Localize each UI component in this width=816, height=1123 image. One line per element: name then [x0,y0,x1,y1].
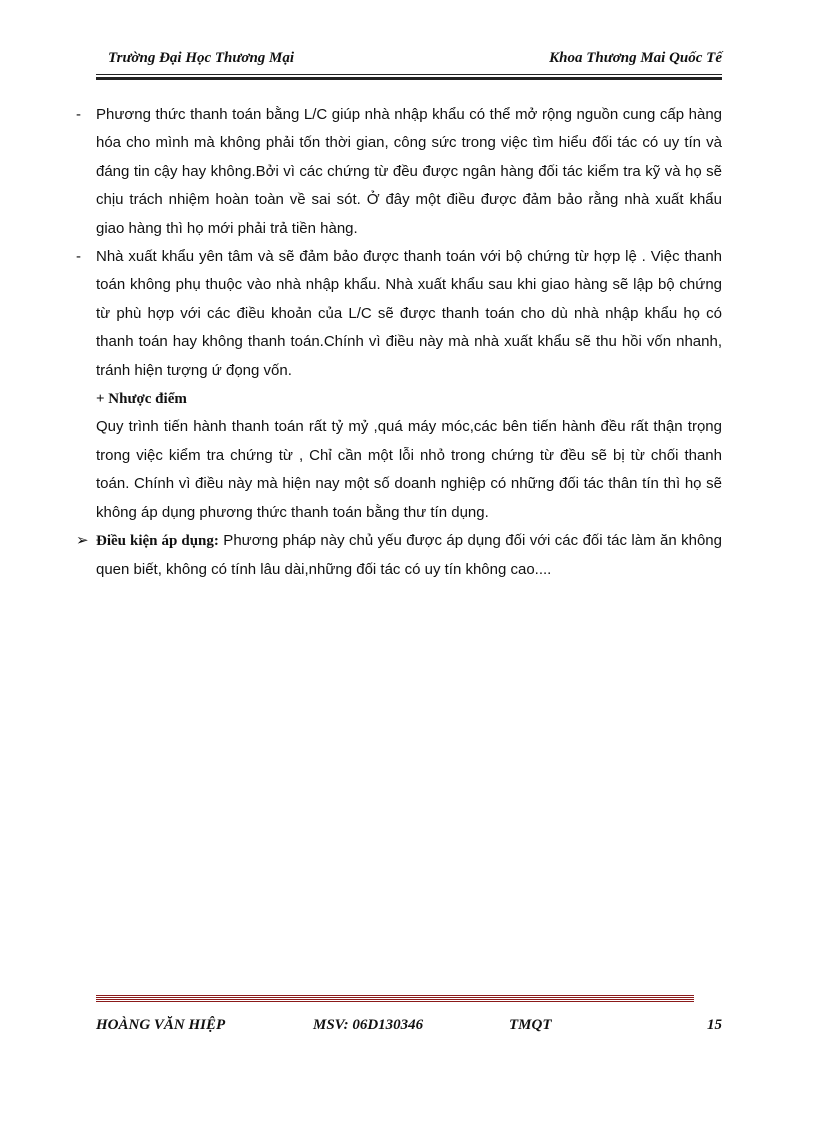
arrow-bullet-icon: ➢ [76,532,89,550]
dash-bullet: - [76,106,81,123]
paragraph-text: Phương thức thanh toán bằng L/C giúp nhà nhập khẩu có thể mở rộng nguồn cung cấp hàng hóa cho mình mà không phải tốn thời gian, công sức trong việc tìm hiểu đối tác có uy tín và đáng tin cậy hay không.Bởi vì các chứng từ đều được ngân hàng đối tác kiểm tra kỹ và họ sẽ chịu trách nhiệm hoàn toàn về sai sót. Ở đây một điều được đảm bảo rằng nhà xuất khẩu giao hàng thì họ mới phải trả tiền hàng. [96,106,722,237]
paragraph-advantage-exporter [76,243,722,385]
dash-bullet: - [76,248,81,266]
conditions-label: Điều kiện áp dụng: [96,533,219,550]
page-header [108,50,722,67]
header-faculty: Khoa Thương Mai Quốc Tế [549,50,722,66]
page-footer [96,1017,722,1037]
footer-major: TMQT [509,1017,552,1033]
footer-author: HOÀNG VĂN HIỆP [96,1017,226,1033]
paragraph-advantage-importer [76,101,722,243]
footer-student-id: MSV: 06D130346 [313,1017,424,1033]
footer-rule [96,995,694,1003]
paragraph-disadvantages: Quy trình tiến hành thanh toán rất tỷ mỷ ,quá máy móc,các bên tiến hành đều rất thận trọng trong việc kiểm tra chứng từ , Chỉ cần một lỗi nhỏ trong chứng từ đều sẽ bị từ chối thanh toán. Chính vì điều này mà hiện nay một số doanh nghiệp có những đối tác thân tín thì họ sẽ không áp dụng phương thức thanh toán bằng thư tín dụng. [96,418,722,521]
page-number: 15 [707,1017,722,1033]
header-rule [96,74,722,80]
subheading-disadvantages: + Nhược điểm [96,391,187,408]
conditions-text: Phương pháp này chủ yếu được áp dụng đối với các đối tác làm ăn không quen biết, không có tính lâu dài,những đối tác có uy tín không cao.... [96,532,722,578]
paragraph-text: Nhà xuất khẩu yên tâm và sẽ đảm bảo được thanh toán với bộ chứng từ hợp lệ . Việc thanh toán không phụ thuộc vào nhà nhập khẩu. Nhà xuất khẩu sau khi giao hàng sẽ lập bộ chứng từ phù hợp với các điều khoản của L/C sẽ được thanh toán cho dù nhà nhập khẩu họ có thanh toán hay không thanh toán.Chính vì điều này mà nhà xuất khẩu sẽ thu hồi vốn nhanh, tránh hiện tượng ứ đọng vốn. [96,248,722,379]
paragraph-conditions [76,527,722,584]
document-body [76,101,722,584]
header-school: Trường Đại Học Thương Mại [108,50,295,66]
